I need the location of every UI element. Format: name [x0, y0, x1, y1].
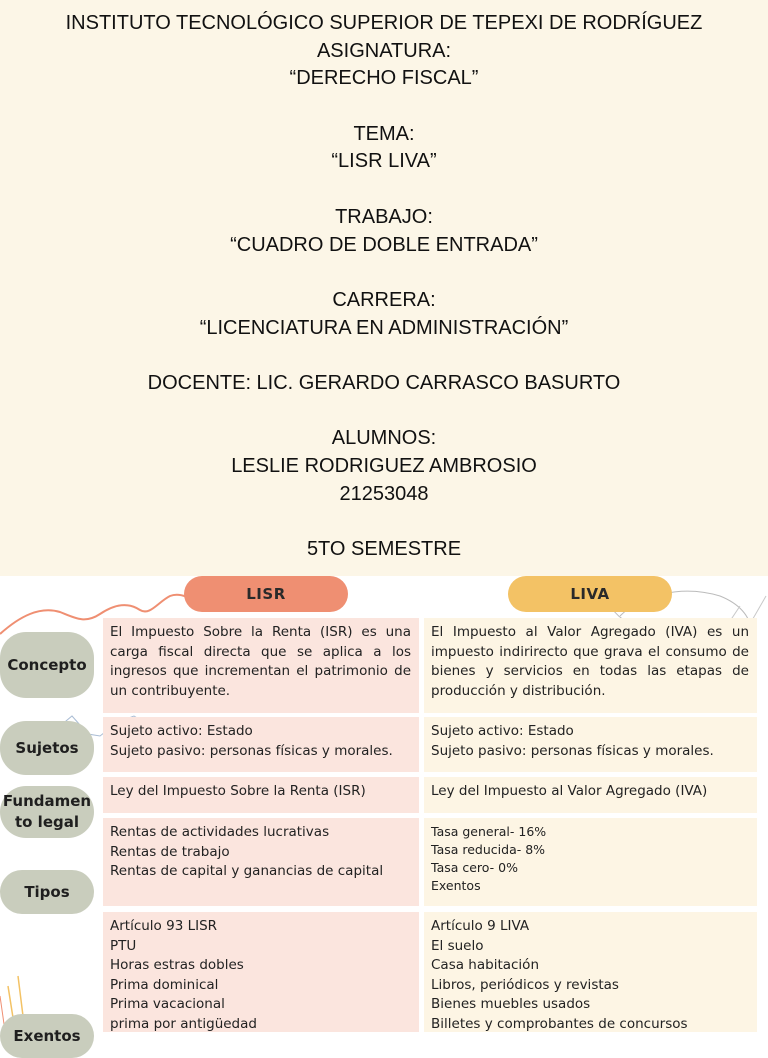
- cell-lisr-exentos: [103, 912, 419, 1032]
- row-label-line: to legal: [14, 813, 79, 831]
- cover-line-students-label: ALUMNOS:: [331, 427, 437, 450]
- row-label-fundamento-legal: [0, 786, 94, 838]
- cover-line-topic-label: TEMA:: [353, 122, 415, 145]
- cover-line-semester: 5TO SEMESTRE: [306, 538, 462, 561]
- cover-line-blank: [0, 176, 768, 204]
- cell-line: Artículo 93 LISR: [110, 918, 218, 934]
- cover-line-student-name: LESLIE RODRIGUEZ AMBROSIO: [231, 455, 537, 477]
- cell-line: Ley del Impuesto Sobre la Renta (ISR): [110, 783, 366, 799]
- cell-line: Ley del Impuesto al Valor Agregado (IVA): [431, 783, 708, 799]
- cell-line: Sujeto activo: Estado: [110, 723, 253, 739]
- row-label-concepto: Concepto: [0, 632, 94, 698]
- cell-line: Rentas de capital y ganancias de capital: [110, 863, 384, 879]
- cover-line-blank: [0, 93, 768, 121]
- cover-line-student-id: 21253048: [339, 482, 429, 505]
- cover-line-career: “LICENCIATURA EN ADMINISTRACIÓN”: [199, 316, 569, 339]
- cell-line: PTU: [110, 937, 137, 954]
- cover-line-blank: [0, 398, 768, 426]
- cell-line: Sujeto activo: Estado: [431, 723, 574, 739]
- cell-line: Sujeto pasivo: personas físicas y morales.: [431, 742, 714, 759]
- cell-line: Bienes muebles usados: [431, 996, 591, 1012]
- row-label-exentos: Exentos: [0, 1014, 94, 1058]
- cell-line: Tasa cero- 0%: [431, 860, 518, 875]
- cell-line: Rentas de trabajo: [110, 843, 230, 860]
- cell-lisr-concepto: El Impuesto Sobre la Renta (ISR) es una carga fiscal directa que se aplica a los ingresos que incrementan el patrimonio de un contribuyente.: [103, 618, 419, 713]
- row-label-line: Fundamen: [2, 792, 92, 810]
- cell-liva-fundamento-legal: [424, 777, 757, 813]
- cell-lisr-sujetos: [103, 717, 419, 772]
- column-header-liva: LIVA: [508, 576, 672, 612]
- cell-line: Artículo 9 LIVA: [431, 918, 530, 934]
- cell-liva-tipos: [424, 818, 757, 906]
- cell-line: Tasa general- 16%: [431, 824, 547, 839]
- cover-line-blank: [0, 342, 768, 370]
- cell-line: Billetes y comprobantes de concursos: [431, 1015, 688, 1032]
- cover-line-work-label: TRABAJO:: [335, 205, 433, 228]
- cell-line: Sujeto pasivo: personas físicas y morales.: [110, 742, 393, 759]
- cell-line: Libros, periódicos y revistas: [431, 976, 619, 993]
- cell-liva-sujetos: [424, 717, 757, 772]
- cell-lisr-fundamento-legal: [103, 777, 419, 813]
- cover-line-work: “CUADRO DE DOBLE ENTRADA”: [230, 233, 538, 256]
- cover-line-career-label: CARRERA:: [332, 288, 436, 311]
- cell-line: Exentos: [431, 878, 481, 893]
- coral-stroke-decoration: [0, 996, 4, 1024]
- cover-line-blank: [0, 259, 768, 287]
- cover-line-blank: [0, 508, 768, 536]
- cell-line: Casa habitación: [431, 957, 539, 973]
- cover-line-subject-label: ASIGNATURA:: [316, 39, 452, 62]
- cell-liva-concepto: El Impuesto al Valor Agregado (IVA) es un impuesto indirirecto que grava el consumo de bienes y servicios en todas las etapas de producción y distribución.: [424, 618, 757, 713]
- cell-line: Horas estras dobles: [110, 957, 244, 973]
- cell-line: prima por antigüedad: [110, 1015, 257, 1032]
- cell-line: El suelo: [431, 937, 484, 954]
- cover-line-topic: “LISR LIVA”: [331, 150, 437, 173]
- cell-line: Prima vacacional: [110, 996, 225, 1012]
- column-header-lisr: LISR: [184, 576, 348, 612]
- cell-liva-exentos: [424, 912, 757, 1032]
- cover-line-subject: “DERECHO FISCAL”: [289, 67, 479, 90]
- cover-text: [0, 10, 768, 564]
- cover-line-institute: INSTITUTO TECNOLÓGICO SUPERIOR DE TEPEXI DE RODRÍGUEZ: [65, 12, 703, 34]
- row-label-tipos: Tipos: [0, 870, 94, 914]
- cell-line: Rentas de actividades lucrativas: [110, 824, 330, 840]
- cell-lisr-tipos: [103, 818, 419, 906]
- row-label-sujetos: Sujetos: [0, 721, 94, 775]
- double-entry-table: [0, 576, 768, 1045]
- cover-line-teacher: DOCENTE: LIC. GERARDO CARRASCO BASURTO: [147, 371, 621, 394]
- cell-line: Tasa reducida- 8%: [431, 842, 546, 857]
- cell-line: Prima dominical: [110, 976, 219, 993]
